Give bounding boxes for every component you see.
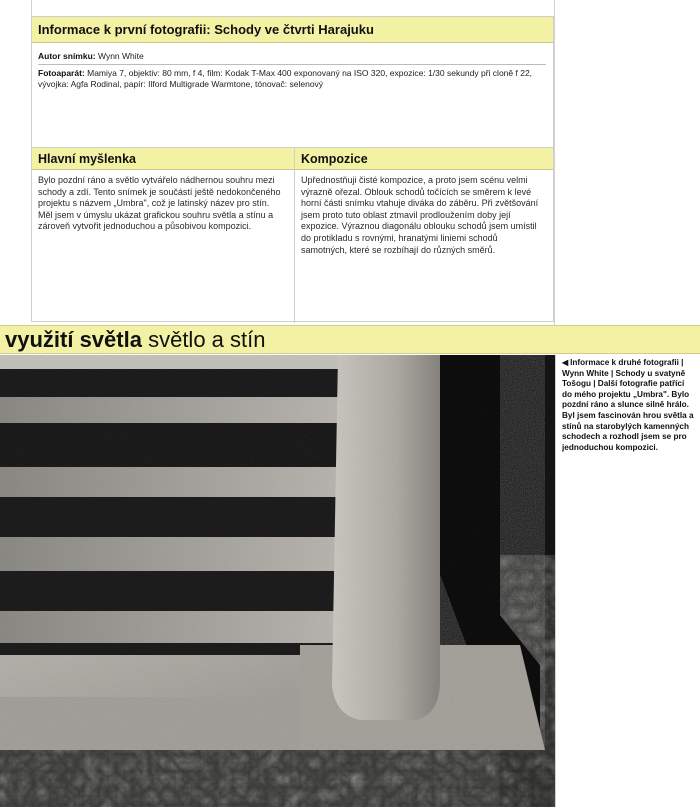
main-idea-text: Bylo pozdní ráno a světlo vytvářelo nádhernou souhru mezi schody a zdí. Tento snímek je součástí ještě nedokončeného projektu s názvem „Umbra", což je latinský název pro stín. Měl jsem v úmyslu ukázat grafickou souhru světla a stínu a zároveň vytvořit jednoduchou a působivou kompozici. xyxy=(38,175,281,232)
author-label: Autor snímku: xyxy=(38,51,96,61)
main-idea-heading: Hlavní myšlenka xyxy=(32,148,294,170)
banner-title-normal: světlo a stín xyxy=(148,327,266,352)
first-photo-info-box xyxy=(31,16,554,322)
caption-arrow-icon: ◀ xyxy=(562,358,569,367)
stairs-photo xyxy=(0,355,555,807)
banner-title xyxy=(5,326,265,354)
column-divider xyxy=(294,147,295,323)
banner-title-bold: využití světla xyxy=(5,327,142,352)
stairs-photo-image xyxy=(0,355,555,807)
grid-line xyxy=(554,0,555,325)
camera-label: Fotoaparát: xyxy=(38,68,85,78)
grid-line xyxy=(555,355,556,807)
author-line xyxy=(38,51,546,65)
author-value: Wynn White xyxy=(98,51,144,61)
info-title: Informace k první fotografii: Schody ve čtvrti Harajuku xyxy=(32,17,553,43)
grid-line xyxy=(31,0,32,16)
camera-line xyxy=(38,68,546,90)
camera-value: Mamiya 7, objektiv: 80 mm, f 4, film: Kodak T-Max 400 exponovaný na ISO 320, expozice: 1/30 sekundy při cloně f 22, vývojka: Agfa Rodinal, papír: Ilford Multigrade Warmtone, tónovač: selenový xyxy=(38,68,533,89)
second-photo-caption xyxy=(562,358,694,453)
section-banner xyxy=(0,325,700,354)
composition-heading: Kompozice xyxy=(295,148,553,170)
caption-text: Informace k druhé fotografii | Wynn White | Schody u svatyně Tošogu | Další fotografie patřící do mého projektu „Umbra". Bylo pozdní ráno a slunce silně hrálo. Byl jsem fascinován hrou světla a stínů na starobylých kamenných schodech a rozhodl jsem se pro jednoduchou kompozici. xyxy=(562,358,694,452)
composition-text: Upřednostňuji čisté kompozice, a proto jsem scénu velmi výrazně ořezal. Oblouk schodů točících se směrem k levé horní části snímku vtahuje diváka do záběru. Při zvětšování jsem proto tuto oblast ztmavil prodloužením doby její expozice. Výraznou diagonálu oblouku schodů jsem umístil do protikladu s rovnými, hranatými liniemi schodů samotných, které se rozbíhají do různých směrů. xyxy=(301,175,539,255)
